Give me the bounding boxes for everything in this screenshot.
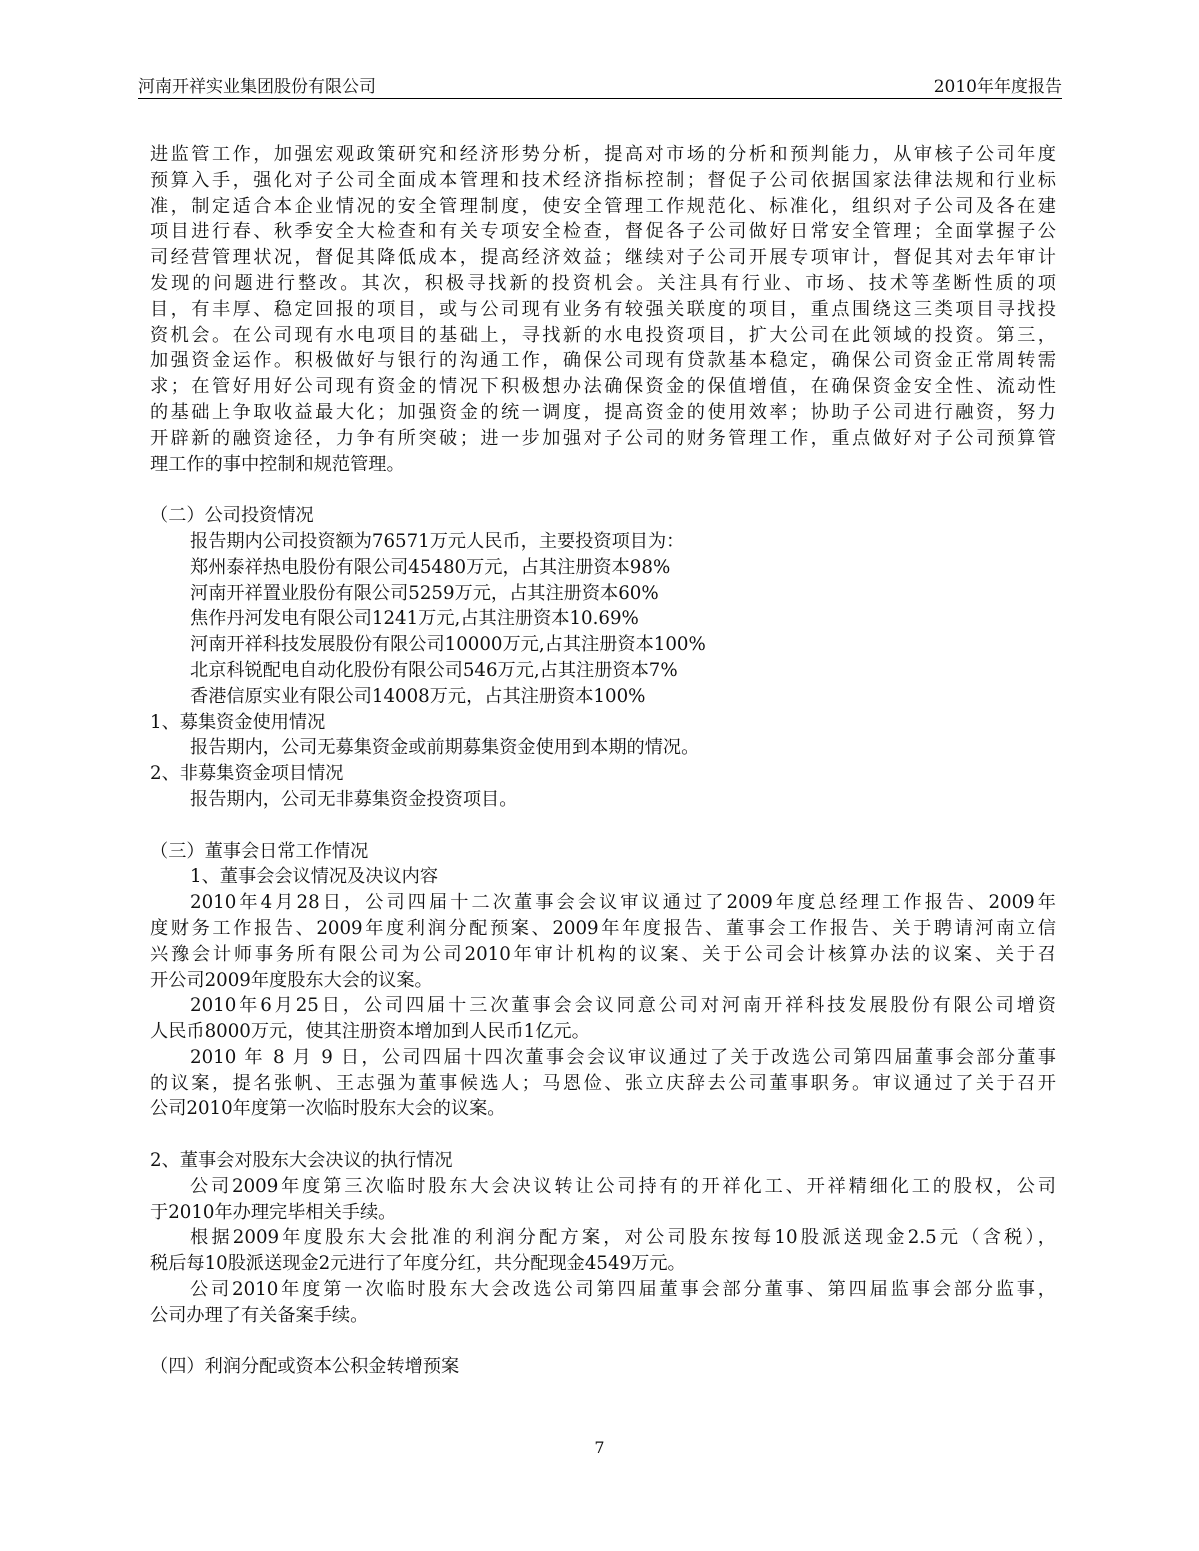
investment-item: 香港信原实业有限公司14008万元，占其注册资本100% <box>190 685 646 707</box>
text-line: 目，有丰厚、稳定回报的项目，或与公司现有业务有较强关联度的项目，重点围绕这三类项目寻找投 <box>150 298 1056 320</box>
text-line: 资机会。在公司现有水电项目的基础上，寻找新的水电投资项目，扩大公司在此领域的投资。第三， <box>150 324 1056 346</box>
text-line: 公司2010年度第一次临时股东大会改选公司第四届董事会部分董事、第四届监事会部分监事， <box>190 1279 1056 1301</box>
header-rule <box>138 98 1062 99</box>
text-line: 于2010年办理完毕相关手续。 <box>150 1201 397 1223</box>
text-line: 公司2009年度第三次临时股东大会决议转让公司持有的开祥化工、开祥精细化工的股权，公司 <box>190 1175 1056 1197</box>
text-line: 开公司2009年度股东大会的议案。 <box>150 969 433 991</box>
text-line: 司经营管理状况，督促其降低成本，提高经济效益；继续对子公司开展专项审计，督促其对去年审计 <box>150 247 1056 269</box>
investment-item: 焦作丹河发电有限公司1241万元,占其注册资本10.69% <box>190 608 639 630</box>
text-line: 求；在管好用好公司现有资金的情况下积极想办法确保资金的保值增值，在确保资金安全性、流动性 <box>150 376 1056 398</box>
section-heading: （二）公司投资情况 <box>150 505 314 527</box>
text-line: 公司办理了有关备案手续。 <box>150 1304 369 1326</box>
header-company: 河南开祥实业集团股份有限公司 <box>138 77 376 97</box>
subsection-heading: 1、募集资金使用情况 <box>150 711 326 733</box>
text-line: 准，制定适合本企业情况的安全管理制度，使安全管理工作规范化、标准化，组织对子公司及各在建 <box>150 195 1056 217</box>
document-body <box>150 142 1056 1380</box>
subsection-heading: 2、非募集资金项目情况 <box>150 763 344 785</box>
text-line: 报告期内，公司无非募集资金投资项目。 <box>190 788 518 810</box>
text-line: 2010年4月28日，公司四届十二次董事会会议审议通过了2009年度总经理工作报告、2009年 <box>190 892 1056 914</box>
page-number: 7 <box>594 1438 605 1457</box>
page-header <box>138 72 1062 98</box>
text-line: 2010 年 8 月 9 日，公司四届十四次董事会会议审议通过了关于改选公司第四届董事会部分董事 <box>190 1046 1056 1068</box>
text-line: 人民币8000万元，使其注册资本增加到人民币1亿元。 <box>150 1021 590 1043</box>
investment-item: 北京科锐配电自动化股份有限公司546万元,占其注册资本7% <box>190 659 678 681</box>
header-report-title: 2010年年度报告 <box>933 77 1062 97</box>
subsection-heading: 1、董事会会议情况及决议内容 <box>190 866 439 888</box>
text-line: 税后每10股派送现金2元进行了年度分红，共分配现金4549万元。 <box>150 1253 686 1275</box>
text-line: 的议案，提名张帆、王志强为董事候选人；马恩俭、张立庆辞去公司董事职务。审议通过了关于召开 <box>150 1072 1056 1094</box>
text-line: 根据2009年度股东大会批准的利润分配方案，对公司股东按每10股派送现金2.5元（含税）， <box>190 1227 1056 1249</box>
text-line: 开辟新的融资途径，力争有所突破；进一步加强对子公司的财务管理工作，重点做好对子公司预算管 <box>150 427 1056 449</box>
text-line: 公司2010年度第一次临时股东大会的议案。 <box>150 1098 506 1120</box>
investment-item: 郑州泰祥热电股份有限公司45480万元，占其注册资本98% <box>190 556 671 578</box>
section-heading: （四）利润分配或资本公积金转增预案 <box>150 1356 460 1378</box>
text-line: 报告期内公司投资额为76571万元人民币，主要投资项目为： <box>190 530 685 552</box>
text-line: 进监管工作，加强宏观政策研究和经济形势分析，提高对市场的分析和预判能力，从审核子公司年度 <box>150 144 1056 165</box>
investment-item: 河南开祥置业股份有限公司5259万元，占其注册资本60% <box>190 582 659 604</box>
section-heading: （三）董事会日常工作情况 <box>150 840 369 862</box>
text-line: 的基础上争取收益最大化；加强资金的统一调度，提高资金的使用效率；协助子公司进行融资，努力 <box>150 401 1056 423</box>
text-line: 2010年6月25日，公司四届十三次董事会会议同意公司对河南开祥科技发展股份有限公司增资 <box>190 995 1056 1017</box>
text-line: 发现的问题进行整改。其次，积极寻找新的投资机会。关注具有行业、市场、技术等垄断性质的项 <box>150 272 1056 294</box>
text-line: 项目进行春、秋季安全大检查和有关专项安全检查，督促各子公司做好日常安全管理；全面掌握子公 <box>150 221 1056 243</box>
investment-item: 河南开祥科技发展股份有限公司10000万元,占其注册资本100% <box>190 634 706 656</box>
text-line: 预算入手，强化对子公司全面成本管理和技术经济指标控制；督促子公司依据国家法律法规和行业标 <box>150 169 1056 191</box>
text-line: 度财务工作报告、2009年度利润分配预案、2009年年度报告、董事会工作报告、关于聘请河南立信 <box>150 917 1056 939</box>
text-line: 兴豫会计师事务所有限公司为公司2010年审计机构的议案、关于公司会计核算办法的议案、关于召 <box>150 943 1056 965</box>
text-line: 报告期内，公司无募集资金或前期募集资金使用到本期的情况。 <box>190 737 700 759</box>
text-line: 加强资金运作。积极做好与银行的沟通工作，确保公司现有贷款基本稳定，确保公司资金正常周转需 <box>150 350 1056 372</box>
text-line: 理工作的事中控制和规范管理。 <box>150 453 405 475</box>
subsection-heading: 2、董事会对股东大会决议的执行情况 <box>150 1150 453 1172</box>
